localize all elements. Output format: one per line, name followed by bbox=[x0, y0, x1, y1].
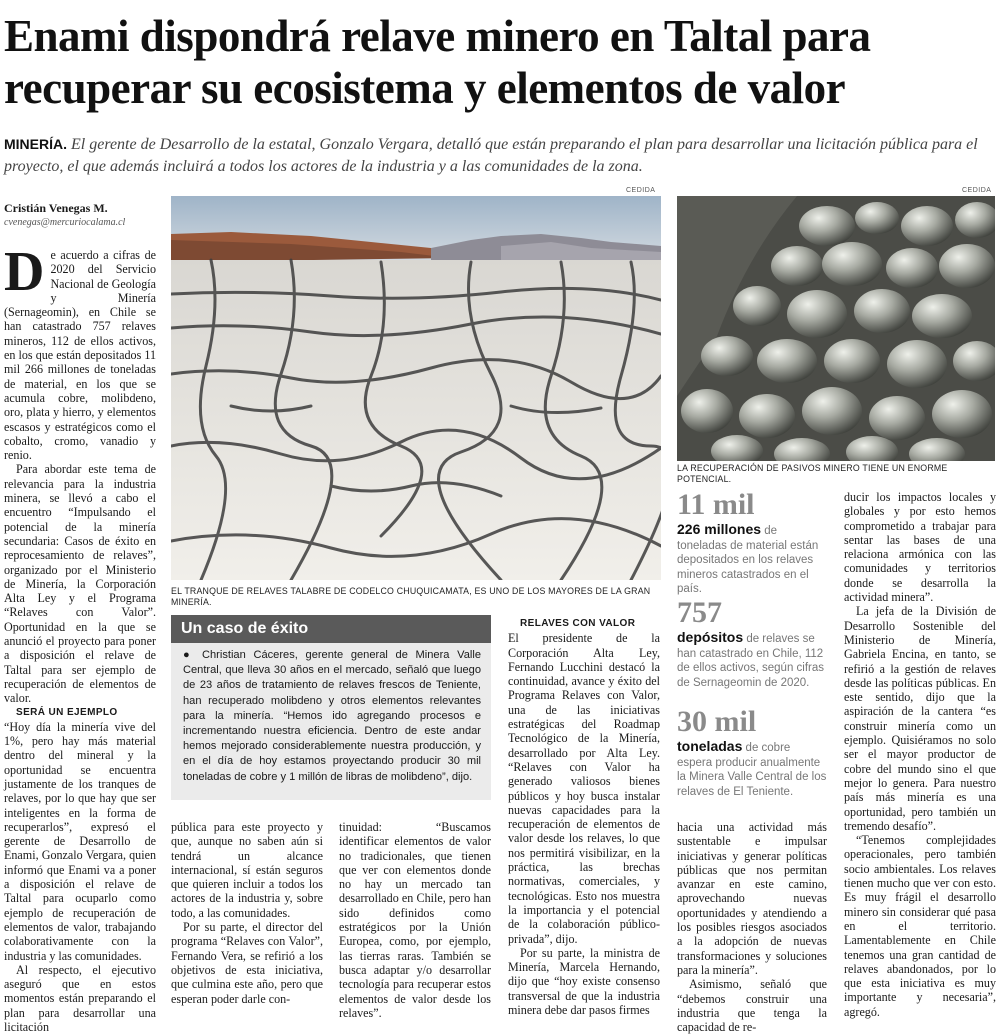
stat-1-desc bbox=[677, 522, 827, 597]
stat-1 bbox=[677, 490, 827, 597]
column-5 bbox=[677, 820, 827, 1034]
column-2 bbox=[171, 820, 323, 1006]
col6-paragraph-3: “Tenemos complejidades operacionales, pero también socio ambientales. Los relaves tienen mucho que ver con esto. Es muy frágil el desarrollo minero sin considerar qué pasa en el territorio. Lamentablemente en Chile tenemos una gran cantidad de relaves abandonados, por lo que esta iniciativa es muy importante y necesaria”, agregó. bbox=[844, 833, 996, 1019]
photo-left-credit: CEDIDA bbox=[626, 187, 656, 194]
photo-left-caption: EL TRANQUE DE RELAVES TALABRE DE CODELCO CHUQUICAMATA, ES UNO DE LOS MAYORES DE LA GRAN MINERÍA. bbox=[171, 586, 651, 607]
stat-1-rest: de toneladas de material están depositados en los relaves mineros catastrados en el país. bbox=[677, 525, 819, 595]
pellets-image bbox=[677, 196, 995, 461]
sidebar-box bbox=[171, 615, 491, 800]
stat-3-rest: de cobre espera producir anualmente la Minera Valle Central de los relaves de El Teniente. bbox=[677, 742, 827, 798]
stat-2 bbox=[677, 598, 827, 690]
photo-left-tailings-dam bbox=[171, 196, 661, 580]
col5-paragraph-2: Asimismo, señaló que “debemos construir una industria que tenga la capacidad de re- bbox=[677, 977, 827, 1034]
col1-paragraph-4: Al respecto, el ejecutivo aseguró que en estos momentos están preparando el plan para desarrollar una licitación bbox=[4, 962, 156, 1034]
deck-kicker: MINERÍA. bbox=[4, 136, 67, 152]
photo-right-credit: CEDIDA bbox=[962, 187, 992, 194]
column-6 bbox=[844, 490, 996, 1019]
column-1 bbox=[4, 241, 156, 1034]
headline: Enami dispondrá relave minero en Taltal para recuperar su ecosistema y elementos de valor bbox=[4, 11, 871, 113]
stat-2-desc bbox=[677, 630, 827, 690]
cracked-flat-image bbox=[171, 196, 661, 580]
stat-3-desc bbox=[677, 739, 827, 799]
col4-paragraph-2: Por su parte, la ministra de Minería, Marcela Hernando, dijo que “hoy existe consenso transversal de que la industria minera debe dar pasos firmes bbox=[508, 945, 660, 1018]
byline-email: cvenegas@mercuriocalama.cl bbox=[4, 217, 126, 228]
col1-paragraph-1: e acuerdo a cifras de 2020 del Servicio Nacional de Geología y Minería (Sernageomin), en Chile se han catastrado 757 relaves mineros, 112 de ellos activos, en los que están depositados 11 mil 266 millones de toneladas de material, en los que se acumula cobre, molibdeno, oro, plata y hierro, y elementos escasos y estratégicos como el cobalto, cromo, vanadio y renio. bbox=[4, 248, 156, 463]
deck-text: El gerente de Desarrollo de la estatal, Gonzalo Vergara, detalló que están preparando el plan para desarrollar una licitación pública para el proyecto, el que además incluirá a todos los actores de la industria y a las comunidades de la zona. bbox=[4, 136, 978, 175]
subhead-sera-un-ejemplo: SERÁ UN EJEMPLO bbox=[16, 706, 118, 718]
col5-paragraph-1: hacia una actividad más sustentable e impulsar iniciativas y generar políticas públicas que nos permitan avanzar en este camino, aprovechando nuevas oportunidades y atendiendo a los posibles riesgos asociados a la adopción de nuevas transformaciones y soluciones para la minería”. bbox=[677, 820, 827, 977]
photo-right-pellets bbox=[677, 196, 995, 461]
column-3 bbox=[339, 820, 491, 1020]
stat-2-number: 757 bbox=[677, 596, 722, 629]
sidebar-box-text: ● Christian Cáceres, gerente general de Minera Valle Central, que lleva 30 años en el mercado, señaló que luego de 23 años de tratamiento de relaves frescos de Teniente, han recuperado molibdeno y otros elementos relevantes para la minería. “Hemos ido agregando procesos e incrementando nuestra eficiencia. Dentro de este andar hemos mejorado considerablemente nuestra producción, y en el día de hoy estamos proyectando producir 30 mil toneladas de cobre y 1 millón de libras de molibdeno”, dijo. bbox=[183, 649, 481, 783]
col3-paragraph-1: tinuidad: “Buscamos identificar elementos de valor no tradicionales, que tienen que ver con elementos donde no hay un mercado tan desarrollado en Chile, pero han sido definidos como estratégicos por la Unión Europea, como, por ejemplo, las tierras raras. También se busca adaptar y/o desarrollar tecnología para recuperar estos elementos de valor desde los relaves”. bbox=[339, 820, 491, 1020]
sidebar-box-title: Un caso de éxito bbox=[171, 615, 491, 643]
col6-paragraph-1: ducir los impactos locales y globales y por esto hemos comprometido a trabajar para sentar las bases de una relaciona armónica con las comunidades y territorios donde se desarrolla la actividad minera”. bbox=[844, 490, 996, 605]
byline bbox=[4, 200, 164, 230]
stat-2-strong: depósitos bbox=[677, 629, 744, 645]
col2-paragraph-2: Por su parte, el director del programa “Relaves con Valor”, Fernando Vera, se refirió a los objetivos de esta iniciativa, que culmina este año, pero que esperan poder darle con- bbox=[171, 920, 323, 1006]
dropcap: D bbox=[4, 241, 45, 303]
column-4 bbox=[508, 617, 660, 1017]
subhead-relaves-con-valor: RELAVES CON VALOR bbox=[520, 618, 636, 629]
col2-paragraph-1: pública para este proyecto y que, aunque no saben aún si tendrá un alcance internacional, sí están seguros que quieren incluir a todos los actores de la industria y, sobre todo, a las comunidades. bbox=[171, 820, 323, 920]
col4-paragraph-1: El presidente de la Corporación Alta Ley, Fernando Lucchini destacó la continuidad, avance y éxito del Programa Relaves con Valor, una de las iniciativas estratégicas del Roadmap Tecnológico de la Minería, desarrollado por Alta Ley. “Relaves con Valor ha generado valiosos bienes públicos y hoy busca instalar nuevas capacidades para la recuperación de elementos de valor desde los relaves, lo que nos permitirá visibilizar, en la práctica, las brechas normativas, comerciales, y tecnológicas. Esto nos muestra la importancia y el potencial de la colaboración público-privada”, dijo. bbox=[508, 631, 660, 946]
col1-paragraph-3: “Hoy día la minería vive del 1%, pero hay más material dentro del mineral y la oportunidad se encuentra justamente de los tranques de relaves, por lo que hay que ser inteligentes en la forma de recuperarlos”, expresó el gerente de Desarrollo de Enami, Gonzalo Vergara, quien informó que Enami va a poner a disposición el relave de Taltal para ocuparlo como ejemplo de recuperación de elementos de valor, trabajando colaborativamente con la industria y las comunidades. bbox=[4, 719, 156, 963]
deck bbox=[4, 133, 996, 178]
stat-3-strong: toneladas bbox=[677, 738, 743, 754]
stat-3 bbox=[677, 707, 827, 799]
col1-paragraph-2: Para abordar este tema de relevancia para la industria minera, se llevó a cabo el encuentro “Impulsando el potencial de la minería secundaria: Casos de éxito en reprocesamiento de relaves”, organizado por el Ministerio de Minería, la Corporación Alta Ley y el Programa “Relaves con Valor”. Oportunidad en la que se anunció el proyecto para poner a disposición el relave de Taltal para ser ejemplo de recuperación de elementos de valor. bbox=[4, 462, 156, 706]
photo-right-caption: LA RECUPERACIÓN DE PASIVOS MINERO TIENE UN ENORME POTENCIAL. bbox=[677, 463, 948, 484]
stat-2-rest: de relaves se han catastrado en Chile, 112 de ellos activos, según cifras de Sernageomin de 2020. bbox=[677, 633, 825, 689]
col6-paragraph-2: La jefa de la División de Desarrollo Sostenible del Ministerio de Minería, Gabriela Encina, en tanto, se refirió a la gestión de relaves desde las políticas públicas. En este sentido, dijo que la aspiración de la cantera “es construir minería como un ejemplo. Quisiéramos no solo ser el mayor productor de cobre del mundo sino el que mejor lo genera. Para nuestro país más minería es una oportunidad, pero también un tremendo desafío”. bbox=[844, 604, 996, 833]
stat-1-number: 11 mil bbox=[677, 488, 755, 521]
stat-3-number: 30 mil bbox=[677, 705, 757, 738]
byline-name: Cristián Venegas M. bbox=[4, 201, 108, 215]
stat-1-strong: 226 millones bbox=[677, 521, 762, 537]
